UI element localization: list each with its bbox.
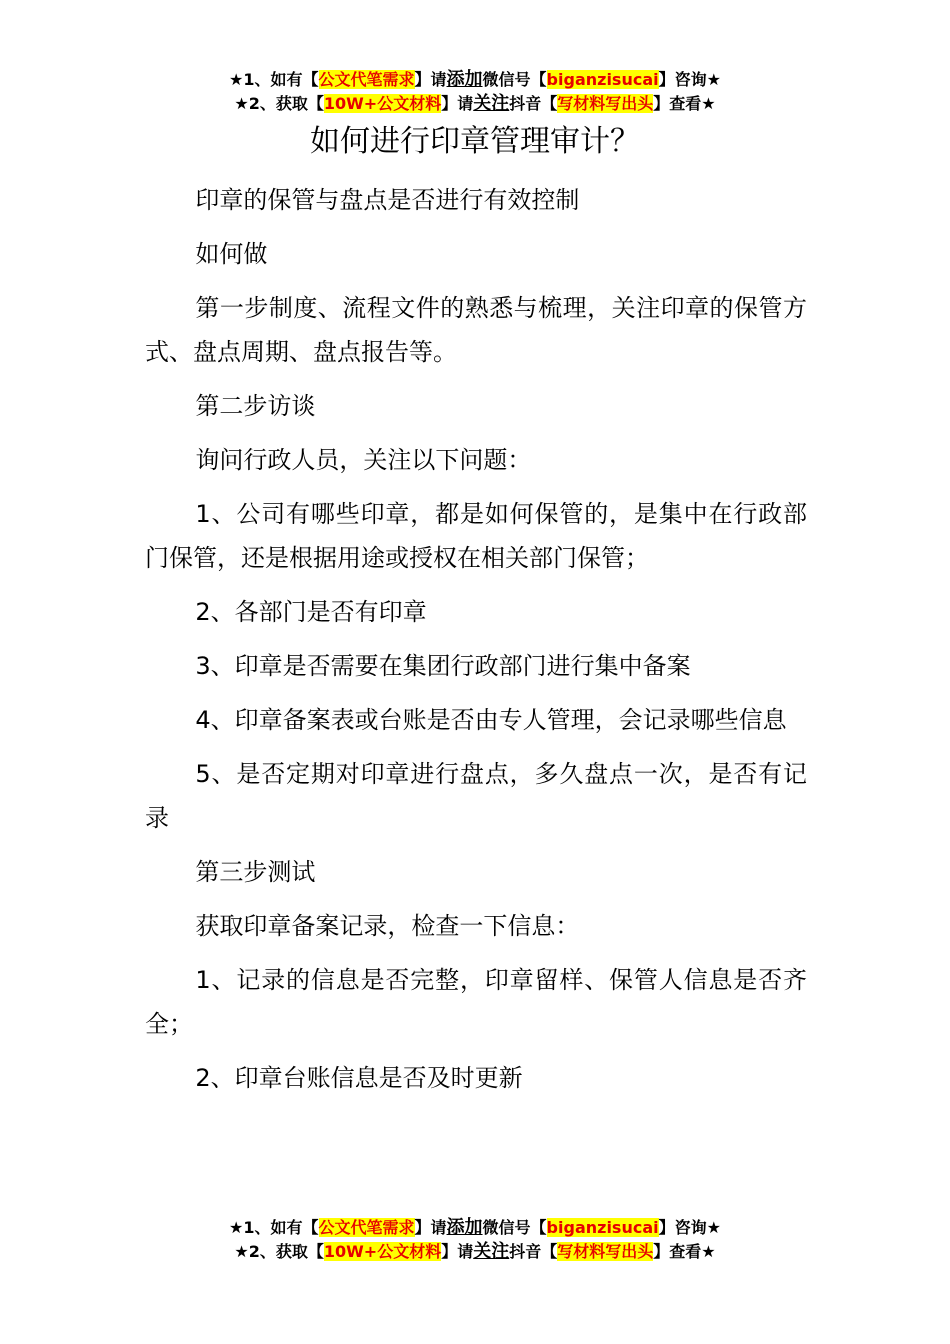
paragraph: 印章的保管与盘点是否进行有效控制	[195, 186, 580, 214]
header-banner	[0, 68, 950, 116]
banner-line-1	[0, 68, 950, 92]
banner-text: ★1、如有【	[229, 70, 319, 89]
banner-text: 微信号【	[482, 1218, 547, 1237]
materials-highlight: 10W+公文材料	[323, 1242, 442, 1261]
paragraph: 4、印章备案表或台账是否由专人管理，会记录哪些信息	[195, 706, 787, 734]
document-title: 如何进行印章管理审计？	[310, 124, 640, 159]
paragraph: 第一步制度、流程文件的熟悉与梳理，关注印章的保管方式、盘点周期、盘点报告等。	[145, 294, 807, 366]
paragraph: 1、记录的信息是否完整，印章留样、保管人信息是否齐全；	[145, 966, 807, 1038]
paragraph: 3、印章是否需要在集团行政部门进行集中备案	[195, 652, 691, 680]
paragraph: 5、是否定期对印章进行盘点，多久盘点一次，是否有记录	[145, 760, 807, 832]
banner-text: 】咨询★	[658, 1218, 721, 1237]
document-body	[145, 178, 807, 1110]
banner-text: ★1、如有【	[229, 1218, 319, 1237]
banner-text: ★2、获取【	[234, 94, 324, 113]
paragraph: 获取印章备案记录，检查一下信息：	[195, 912, 580, 940]
materials-highlight: 10W+公文材料	[323, 94, 442, 113]
banner-text: 】咨询★	[658, 70, 721, 89]
footer-banner	[0, 1216, 950, 1264]
wechat-id-highlight: biganzisucai	[546, 70, 659, 89]
paragraph: 第三步测试	[195, 858, 316, 886]
banner-text: 】请	[441, 94, 474, 113]
banner-text: ★2、获取【	[234, 1242, 324, 1261]
paragraph: 询问行政人员，关注以下问题：	[195, 446, 532, 474]
paragraph: 如何做	[195, 240, 268, 268]
banner-emphasis: 关注	[473, 93, 510, 114]
douyin-account-highlight: 写材料写出头	[557, 94, 654, 113]
banner-text: 抖音【	[509, 94, 558, 113]
paragraph: 第二步访谈	[195, 392, 316, 420]
banner-emphasis: 关注	[473, 1241, 510, 1262]
banner-text: 】请	[414, 1218, 447, 1237]
paragraph: 2、印章台账信息是否及时更新	[195, 1064, 523, 1092]
douyin-account-highlight: 写材料写出头	[557, 1242, 654, 1261]
banner-emphasis: 添加	[446, 1217, 483, 1238]
ghostwriting-highlight: 公文代笔需求	[318, 1218, 415, 1237]
paragraph: 2、各部门是否有印章	[195, 598, 427, 626]
banner-line-1	[0, 1216, 950, 1240]
banner-text: 】查看★	[653, 94, 716, 113]
banner-text: 抖音【	[509, 1242, 558, 1261]
ghostwriting-highlight: 公文代笔需求	[318, 70, 415, 89]
paragraph: 1、公司有哪些印章，都是如何保管的，是集中在行政部门保管，还是根据用途或授权在相关部门保管；	[145, 500, 807, 572]
wechat-id-highlight: biganzisucai	[546, 1218, 659, 1237]
banner-emphasis: 添加	[446, 69, 483, 90]
banner-text: 】请	[441, 1242, 474, 1261]
banner-text: 】请	[414, 70, 447, 89]
banner-line-2	[0, 1240, 950, 1264]
banner-text: 】查看★	[653, 1242, 716, 1261]
banner-line-2	[0, 92, 950, 116]
banner-text: 微信号【	[482, 70, 547, 89]
